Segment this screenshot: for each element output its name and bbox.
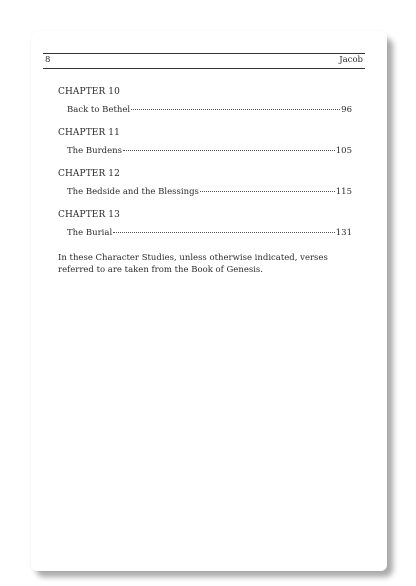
running-header: [43, 53, 365, 69]
chapter-heading: CHAPTER 12: [58, 169, 120, 179]
dot-leader: [123, 150, 335, 151]
dot-leader: [131, 109, 340, 110]
entry-page-number: 115: [335, 187, 352, 197]
entry-title: The Burial: [67, 228, 113, 238]
scripture-note: In these Character Studies, unless otherwise indicated, verses referred to are taken from the Book of Genesis.: [58, 253, 328, 275]
entry-page-number: 105: [335, 146, 352, 156]
running-title: Jacob: [339, 55, 363, 65]
dot-leader: [200, 191, 335, 192]
table-of-contents: [58, 86, 352, 250]
entry-title: The Bedside and the Blessings: [67, 187, 199, 197]
toc-entry: [58, 186, 352, 198]
toc-entry: [58, 104, 352, 116]
book-page: [31, 31, 387, 571]
chapter-heading: CHAPTER 13: [58, 210, 120, 220]
entry-title: The Burdens: [67, 146, 122, 156]
toc-entry: [58, 227, 352, 239]
toc-chapter-11: [58, 127, 352, 157]
toc-chapter-12: [58, 168, 352, 198]
entry-page-number: 131: [335, 228, 352, 238]
dot-leader: [113, 232, 335, 233]
toc-entry: [58, 145, 352, 157]
chapter-heading: CHAPTER 11: [58, 128, 120, 138]
chapter-heading: CHAPTER 10: [58, 87, 120, 97]
entry-page-number: 96: [341, 105, 352, 115]
page-number: 8: [45, 55, 51, 65]
toc-chapter-10: [58, 86, 352, 116]
toc-chapter-13: [58, 209, 352, 239]
entry-title: Back to Bethel: [67, 105, 131, 115]
